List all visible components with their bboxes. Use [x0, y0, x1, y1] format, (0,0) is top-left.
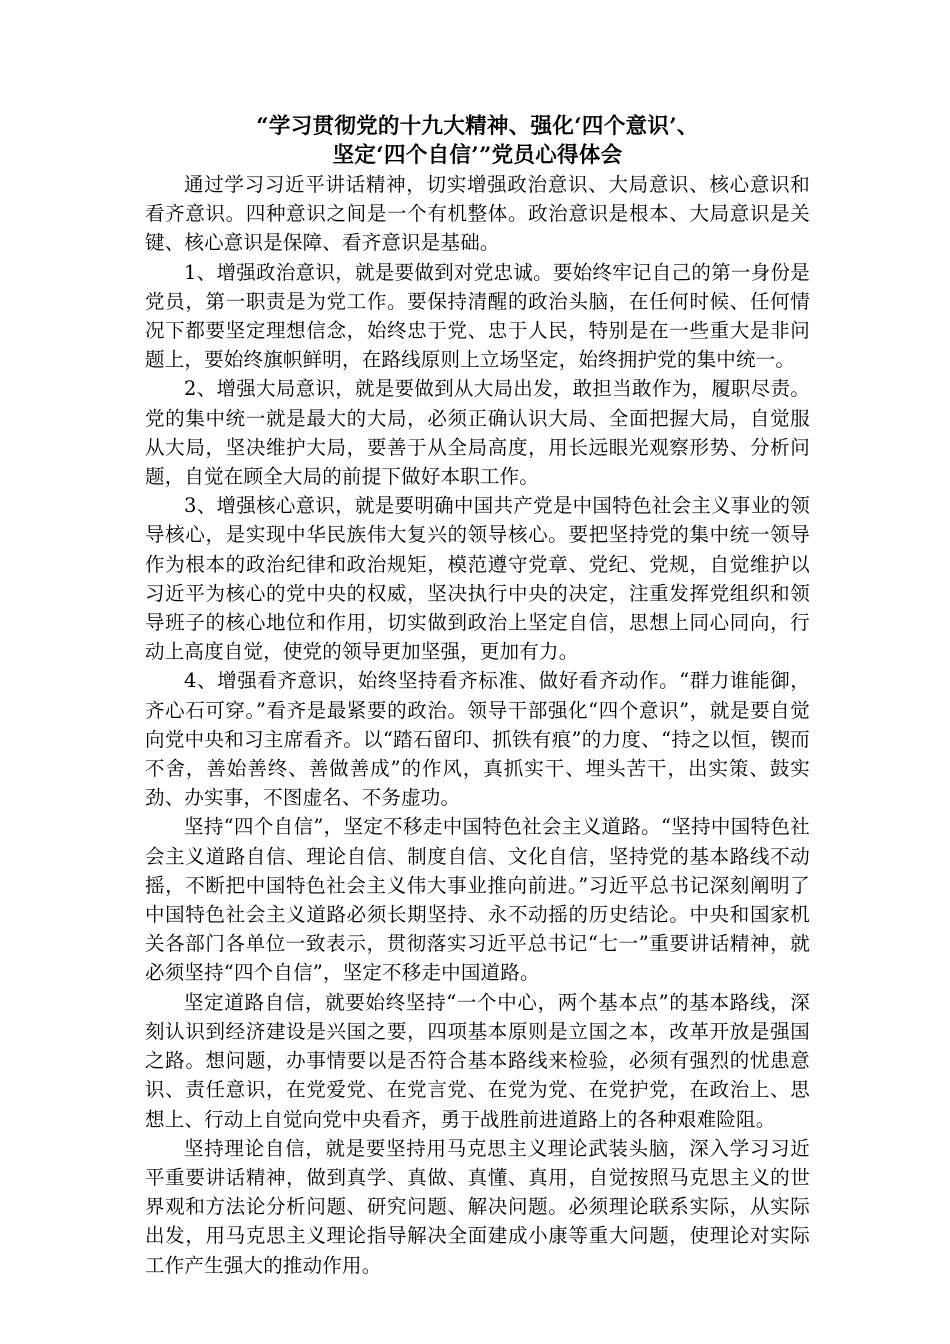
title-line-1: “学习贯彻党的十九大精神、强化‘四个意识’、	[256, 114, 699, 139]
title-line-2: 坚定‘四个自信’”党员心得体会	[332, 143, 623, 168]
paragraph-core-awareness: 3、增强核心意识，就是要明确中国共产党是中国特色社会主义事业的领导核心，是实现中华民族伟大复兴的领导核心。要把坚持党的集中统一领导作为根本的政治纪律和政治规矩，模范遵守党章、党纪、党规，自觉维护以习近平为核心的党中央的权威，坚决执行中央的决定，注重发挥党组织和领导班子的核心地位和作用，切实做到政治上坚定自信，思想上同心同向，行动上高度自觉，使党的领导更加坚强，更加有力。	[145, 494, 810, 664]
paragraph-overall-awareness: 2、增强大局意识，就是要做到从大局出发，敢担当敢作为，履职尽责。党的集中统一就是最大的大局，必须正确认识大局、全面把握大局，自觉服从大局，坚决维护大局，要善于从全局高度，用长远眼光观察形势、分析问题，自觉在顾全大局的前提下做好本职工作。	[145, 377, 810, 489]
paragraph-political-awareness: 1、增强政治意识，就是要做到对党忠诚。要始终牢记自己的第一身份是党员，第一职责是为党工作。要保持清醒的政治头脑，在任何时候、任何情况下都要坚定理想信念，始终忠于党、忠于人民，特别是在一些重大是非问题上，要始终旗帜鲜明，在路线原则上立场坚定，始终拥护党的集中统一。	[145, 260, 810, 372]
paragraph-path-confidence: 坚定道路自信，就要始终坚持“一个中心，两个基本点”的基本路线，深刻认识到经济建设是兴国之要，四项基本原则是立国之本，改革开放是强国之路。想问题，办事情要以是否符合基本路线来检验，必须有强烈的忧患意识、责任意识，在党爱党、在党言党、在党为党、在党护党，在政治上、思想上、行动上自觉向党中央看齐，勇于战胜前进道路上的各种艰难险阻。	[145, 990, 810, 1131]
paragraph-theory-confidence: 坚持理论自信，就是要坚持用马克思主义理论武装头脑，深入学习习近平重要讲话精神，做到真学、真做、真懂、真用，自觉按照马克思主义的世界观和方法论分析问题、研究问题、解决问题。必须理论联系实际，从实际出发，用马克思主义理论指导解决全面建成小康等重大问题，使理论对实际工作产生强大的推动作用。	[145, 1136, 810, 1277]
paragraph-four-confidences: 坚持“四个自信”，坚定不移走中国特色社会主义道路。“坚持中国特色社会主义道路自信、理论自信、制度自信、文化自信，坚持党的基本路线不动摇，不断把中国特色社会主义伟大事业推向前进。”习近平总书记深刻阐明了中国特色社会主义道路必须长期坚持、永不动摇的历史结论。中央和国家机关各部门各单位一致表示，贯彻落实习近平总书记“七一”重要讲话精神，就必须坚持“四个自信”，坚定不移走中国道路。	[145, 815, 810, 985]
paragraph-intro: 通过学习习近平讲话精神，切实增强政治意识、大局意识、核心意识和看齐意识。四种意识之间是一个有机整体。政治意识是根本、大局意识是关键、核心意识是保障、看齐意识是基础。	[145, 173, 810, 255]
paragraph-alignment-awareness: 4、增强看齐意识，始终坚持看齐标准、做好看齐动作。“群力谁能御，齐心石可穿。”看齐是最紧要的政治。领导干部强化“四个意识”，就是要自觉向党中央和习主席看齐。以“踏石留印、抓铁有痕”的力度、“持之以恒，锲而不舍，善始善终、善做善成”的作风，真抓实干、埋头苦干，出实策、鼓实劲、办实事，不图虚名、不务虚功。	[145, 669, 810, 810]
document-title	[145, 112, 810, 170]
document-page	[145, 112, 810, 1280]
